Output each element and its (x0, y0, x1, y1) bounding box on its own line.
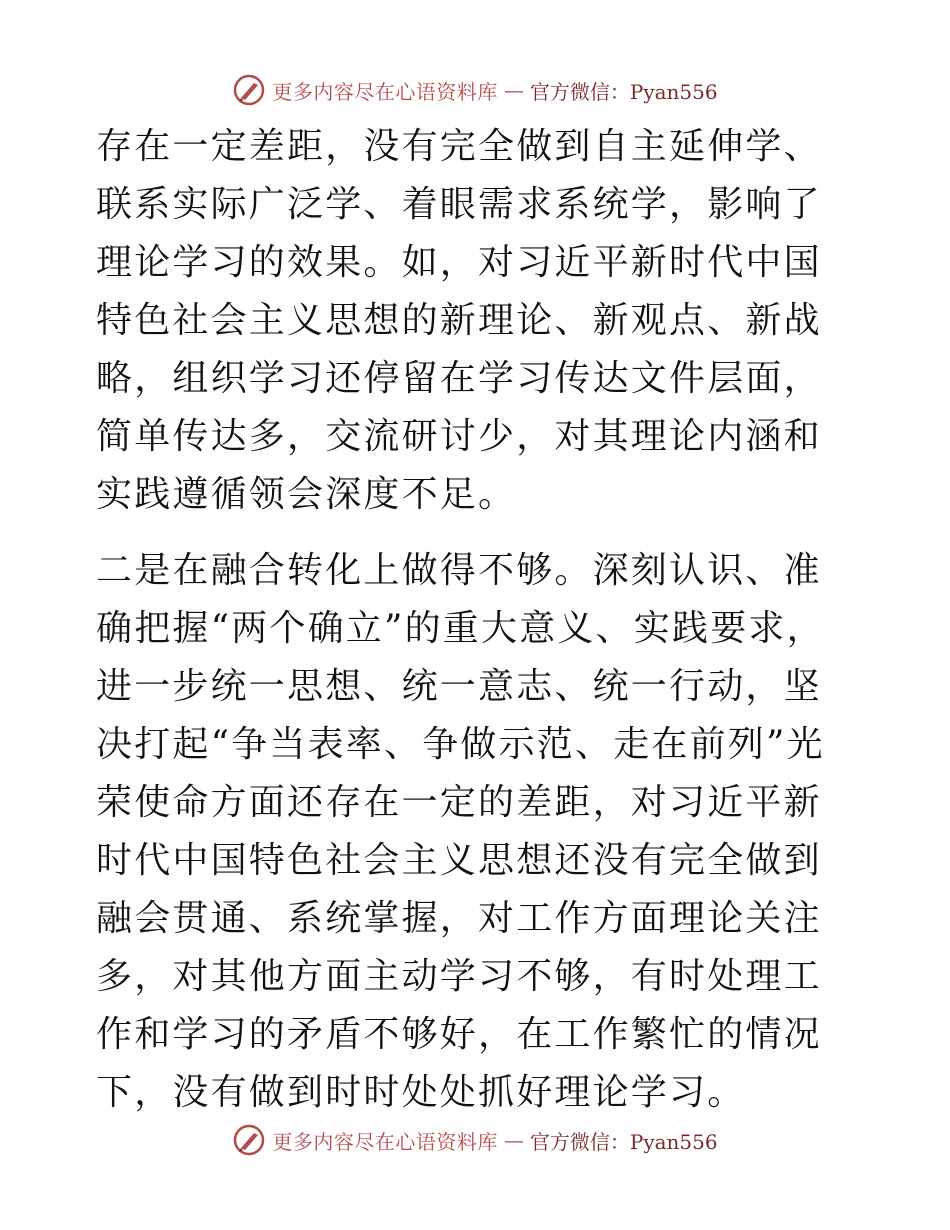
footer-banner (0, 1120, 950, 1160)
header-contact: 官方微信：Pyan556 (529, 79, 718, 104)
document-body (96, 118, 856, 1122)
header-banner-text: 更多内容尽在心语资料库 (272, 79, 498, 104)
footer-contact: 官方微信：Pyan556 (529, 1129, 718, 1154)
header-separator: — (503, 78, 524, 102)
header-banner (0, 70, 950, 110)
paragraph-1: 存在一定差距，没有完全做到自主延伸学、联系实际广泛学、着眼需求系统学，影响了理论学习的效果。如，对习近平新时代中国特色社会主义思想的新理论、新观点、新战略，组织学习还停留在学习传达文件层面，简单传达多，交流研讨少，对其理论内涵和实践遵循领会深度不足。 (96, 126, 822, 515)
footer-separator: — (503, 1128, 524, 1152)
quill-pen-logo-icon (232, 73, 266, 107)
paragraph-2: 二是在融合转化上做得不够。深刻认识、准确把握“两个确立”的重大意义、实践要求，进一步统一思想、统一意志、统一行动，坚决打起“争当表率、争做示范、走在前列”光荣使命方面还存在一定的差距，对习近平新时代中国特色社会主义思想还没有完全做到融会贯通、系统掌握，对工作方面理论关注多，对其他方面主动学习不够，有时处理工作和学习的矛盾不够好，在工作繁忙的情况下，没有做到时时处处抓好理论学习。 (96, 550, 825, 1113)
footer-banner-text: 更多内容尽在心语资料库 (272, 1129, 498, 1154)
quill-pen-logo-icon (232, 1123, 266, 1157)
